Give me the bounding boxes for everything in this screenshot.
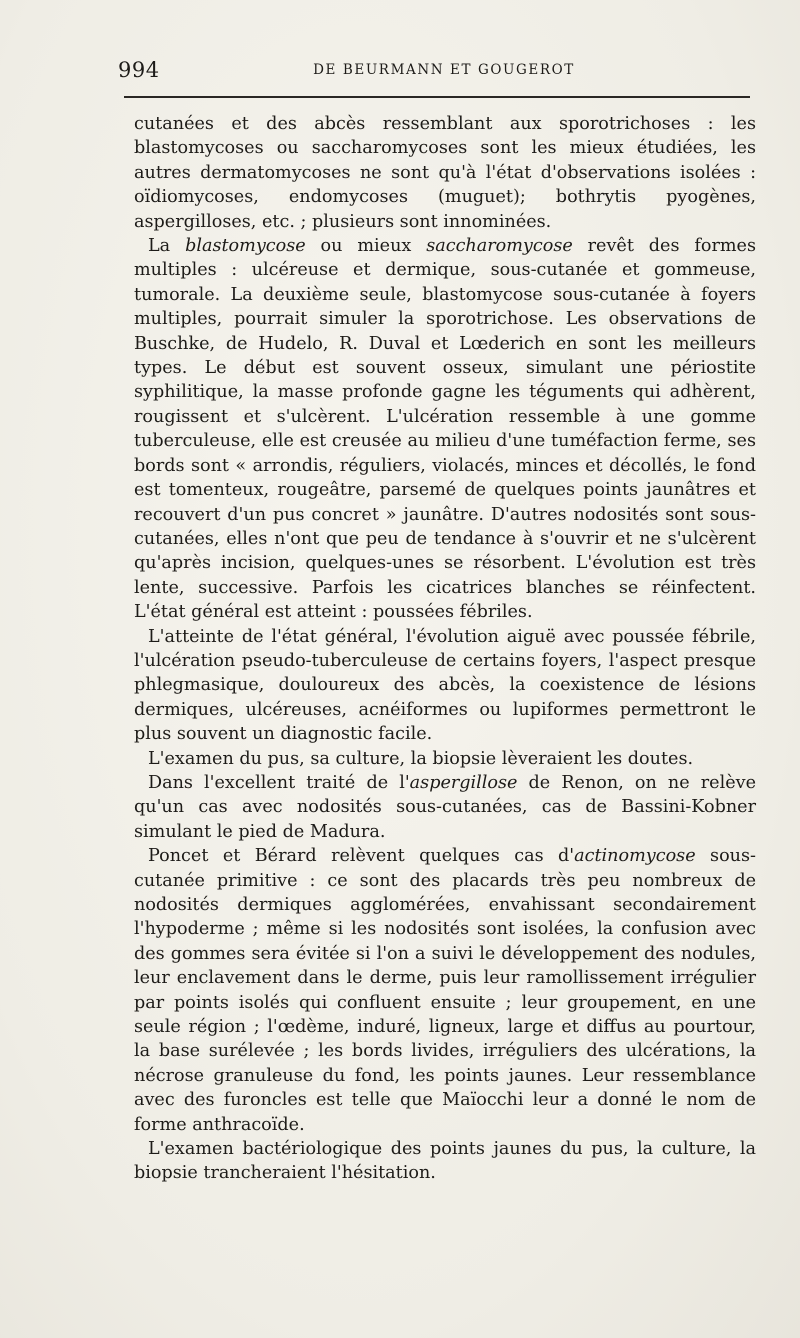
text-run: de Renon, on ne relève qu'un cas avec nodosités sous-cutanées, cas de Bassini-Kobner simulant le pied de Madura. — [134, 772, 756, 842]
text-run: cutanées et des abcès ressemblant aux sporotrichoses : les blastomycoses ou saccharomycoses sont les mieux étudiées, les autres dermatomycoses ne sont qu'à l'état d'observations isolées : oïdiomycoses, endomycoses (muguet); bothrytis pyogènes, aspergilloses, etc. ; plusieurs sont innominées. — [134, 114, 756, 232]
text-run: Poncet et Bérard relèvent quelques cas d' — [148, 846, 575, 867]
page-number: 994 — [118, 58, 160, 82]
paragraph — [134, 234, 756, 625]
text-run: Dans l'excellent traité de l' — [148, 772, 410, 793]
text-run: ou mieux — [305, 236, 427, 257]
text-run: sous-cutanée primitive : ce sont des placards très peu nombreux de nodosités dermiques agglomérées, envahissant secondairement l'hypoderme ; même si les nodosités sont isolées, la confusion avec des gommes sera évitée si l'on a suivi le développement des nodules, leur enclavement dans le derme, puis leur ramollissement irrégulier par points isolés qui confluent ensuite ; leur groupement, en une seule région ; l'œdème, induré, ligneux, large et diffus au pourtour, la base surélevée ; les bords livides, irréguliers des ulcérations, la nécrose granuleuse du fond, les points jaunes. Leur ressemblance avec des furoncles est telle que Maïocchi leur a donné le nom de forme anthracoïde. — [134, 846, 756, 1135]
italic-term: actinomycose — [574, 846, 696, 867]
running-title: DE BEURMANN ET GOUGEROT — [313, 62, 575, 78]
paragraph — [134, 625, 756, 747]
paragraph — [134, 747, 756, 771]
body-text — [134, 112, 756, 1186]
page-header — [118, 58, 750, 86]
paragraph — [134, 844, 756, 1137]
paragraph — [134, 112, 756, 234]
text-run: revêt des formes multiples : ulcéreuse et dermique, sous-cutanée et gommeuse, tumorale. La deuxième seule, blastomycose sous-cutanée à foyers multiples, pourrait simuler la sporotrichose. Les observations de Buschke, de Hudelo, R. Duval et Lœderich en sont les meilleurs types. Le début est souvent osseux, simulant une périostite syphilitique, la masse profonde gagne les téguments qui adhèrent, rougissent et s'ulcèrent. L'ulcération ressemble à une gomme tuberculeuse, elle est creusée au milieu d'une tuméfaction ferme, ses bords sont « arrondis, réguliers, violacés, minces et décollés, le fond est tomenteux, rougeâtre, parsemé de quelques points jaunâtres et recouvert d'un pus concret » jaunâtre. D'autres nodosités sont sous-cutanées, elles n'ont que peu de tendance à s'ouvrir et ne s'ulcèrent qu'après incision, quelques-unes se résorbent. L'évolution est très lente, successive. Parfois les cicatrices blanches se réinfectent. L'état général est atteint : poussées fébriles. — [134, 236, 756, 623]
paragraph — [134, 771, 756, 844]
italic-term: saccharomycose — [426, 236, 573, 257]
italic-term: blastomycose — [185, 236, 306, 257]
text-run: La — [148, 236, 186, 257]
header-rule — [124, 96, 750, 98]
text-run: L'examen bactériologique des points jaunes du pus, la culture, la biopsie trancheraient l'hésitation. — [134, 1139, 756, 1184]
text-run: L'atteinte de l'état général, l'évolution aiguë avec poussée fébrile, l'ulcération pseudo-tuberculeuse de certains foyers, l'aspect presque phlegmasique, douloureux des abcès, la coexistence de lésions dermiques, ulcéreuses, acnéiformes ou lupiformes permettront le plus souvent un diagnostic facile. — [134, 626, 756, 745]
paragraph — [134, 1137, 756, 1186]
italic-term: aspergillose — [409, 772, 518, 793]
text-run: L'examen du pus, sa culture, la biopsie lèveraient les doutes. — [148, 748, 694, 769]
